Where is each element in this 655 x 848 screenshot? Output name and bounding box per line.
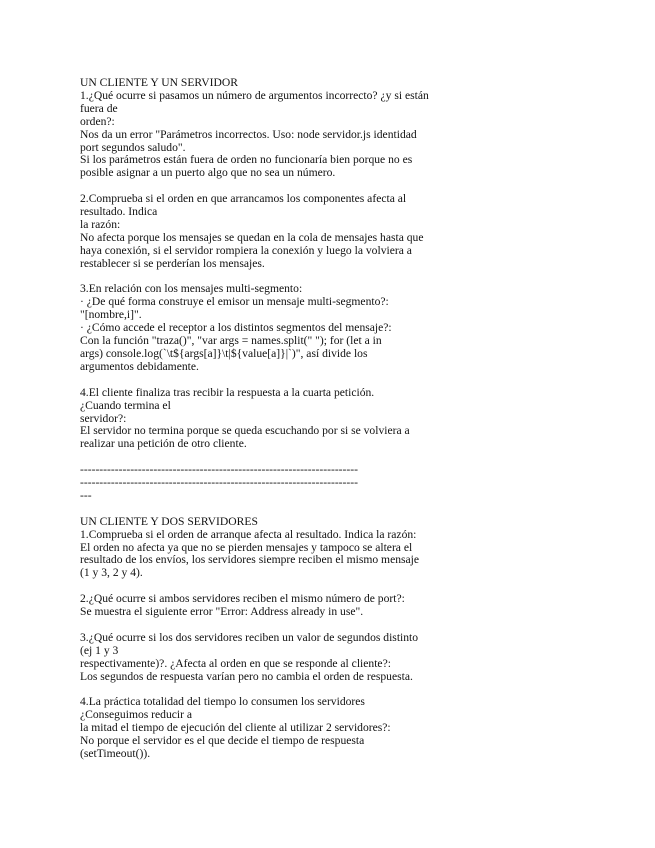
text-line: El orden no afecta ya que no se pierden mensajes y tampoco se altera el	[80, 540, 413, 554]
text-line: (ej 1 y 3	[80, 643, 119, 657]
text-line: 3.¿Qué ocurre si los dos servidores reciben un valor de segundos distinto	[80, 630, 419, 644]
text-line: 4.El cliente finaliza tras recibir la respuesta a la cuarta petición.	[80, 385, 375, 399]
text-line: No afecta porque los mensajes se quedan en la cola de mensajes hasta que	[80, 230, 424, 244]
text-line: Se muestra el siguiente error "Error: Address already in use".	[80, 605, 364, 619]
blank-line	[80, 503, 580, 516]
text-line: 2.¿Qué ocurre si ambos servidores reciben el mismo número de port?:	[80, 592, 405, 606]
text-line: restablecer si se perderían los mensajes.	[80, 256, 265, 270]
text-line: ------------------------------------------------------------------------	[80, 476, 358, 490]
text-line: 2.Comprueba si el orden en que arrancamos los componentes afecta al	[80, 192, 407, 206]
text-line: No porque el servidor es el que decide el tiempo de respuesta	[80, 734, 365, 748]
text-line: Si los parámetros están fuera de orden no funcionaría bien porque no es	[80, 153, 413, 167]
text-line: 1.¿Qué ocurre si pasamos un número de argumentos incorrecto? ¿y si están	[80, 88, 429, 102]
text-line: Los segundos de respuesta varían pero no cambia el orden de respuesta.	[80, 669, 413, 683]
text-line: (1 y 3, 2 y 4).	[80, 566, 143, 580]
text-line: fuera de	[80, 101, 118, 115]
text-line: ¿Cuando termina el	[80, 398, 171, 412]
text-line: port segundos saludo".	[80, 140, 186, 154]
text-line: haya conexión, si el servidor rompiera la conexión y luego la volviera a	[80, 243, 412, 257]
text-line: respectivamente)?. ¿Afecta al orden en que se responde al cliente?:	[80, 656, 391, 670]
text-line: Nos da un error "Parámetros incorrectos. Uso: node servidor.js identidad	[80, 127, 417, 141]
text-line: UN CLIENTE Y UN SERVIDOR	[80, 76, 238, 89]
text-line: · ¿De qué forma construye el emisor un mensaje multi-segmento?:	[80, 295, 389, 309]
text-line: la mitad el tiempo de ejecución del cliente al utilizar 2 servidores?:	[80, 721, 391, 735]
text-line: argumentos debidamente.	[80, 359, 199, 373]
text-line: orden?:	[80, 114, 115, 128]
text-line: UN CLIENTE Y DOS SERVIDORES	[80, 514, 258, 528]
text-line: servidor?:	[80, 411, 127, 425]
text-line: args) console.log(`\t${args[a]}\t|${value[a]}|`)", así divide los	[80, 347, 368, 360]
text-line: "[nombre,i]".	[80, 308, 142, 322]
text-line: realizar una petición de otro cliente.	[80, 437, 247, 451]
text-line: (setTimeout()).	[80, 747, 151, 760]
blank-line	[80, 374, 580, 387]
text-line: resultado. Indica	[80, 205, 158, 219]
text-line: 1.Comprueba si el orden de arranque afecta al resultado. Indica la razón:	[80, 527, 417, 541]
document-body	[80, 77, 580, 761]
text-line: posible asignar a un puerto algo que no sea un número.	[80, 166, 336, 180]
text-line: ¿Conseguimos reducir a	[80, 708, 193, 722]
text-line: · ¿Cómo accede el receptor a los distintos segmentos del mensaje?:	[80, 321, 392, 335]
text-line: El servidor no termina porque se queda escuchando por si se volviera a	[80, 424, 410, 438]
text-line: resultado de los envíos, los servidores siempre reciben el mismo mensaje	[80, 553, 420, 567]
text-line: ---	[80, 488, 92, 502]
text-line: Con la función "traza()", "var args = names.split(" "); for (let a in	[80, 334, 382, 348]
text-line: la razón:	[80, 217, 121, 231]
text-line: 3.En relación con los mensajes multi-segmento:	[80, 282, 303, 296]
blank-line	[80, 619, 580, 632]
text-line: 4.La práctica totalidad del tiempo lo consumen los servidores	[80, 695, 365, 709]
text-line: ------------------------------------------------------------------------	[80, 463, 358, 477]
